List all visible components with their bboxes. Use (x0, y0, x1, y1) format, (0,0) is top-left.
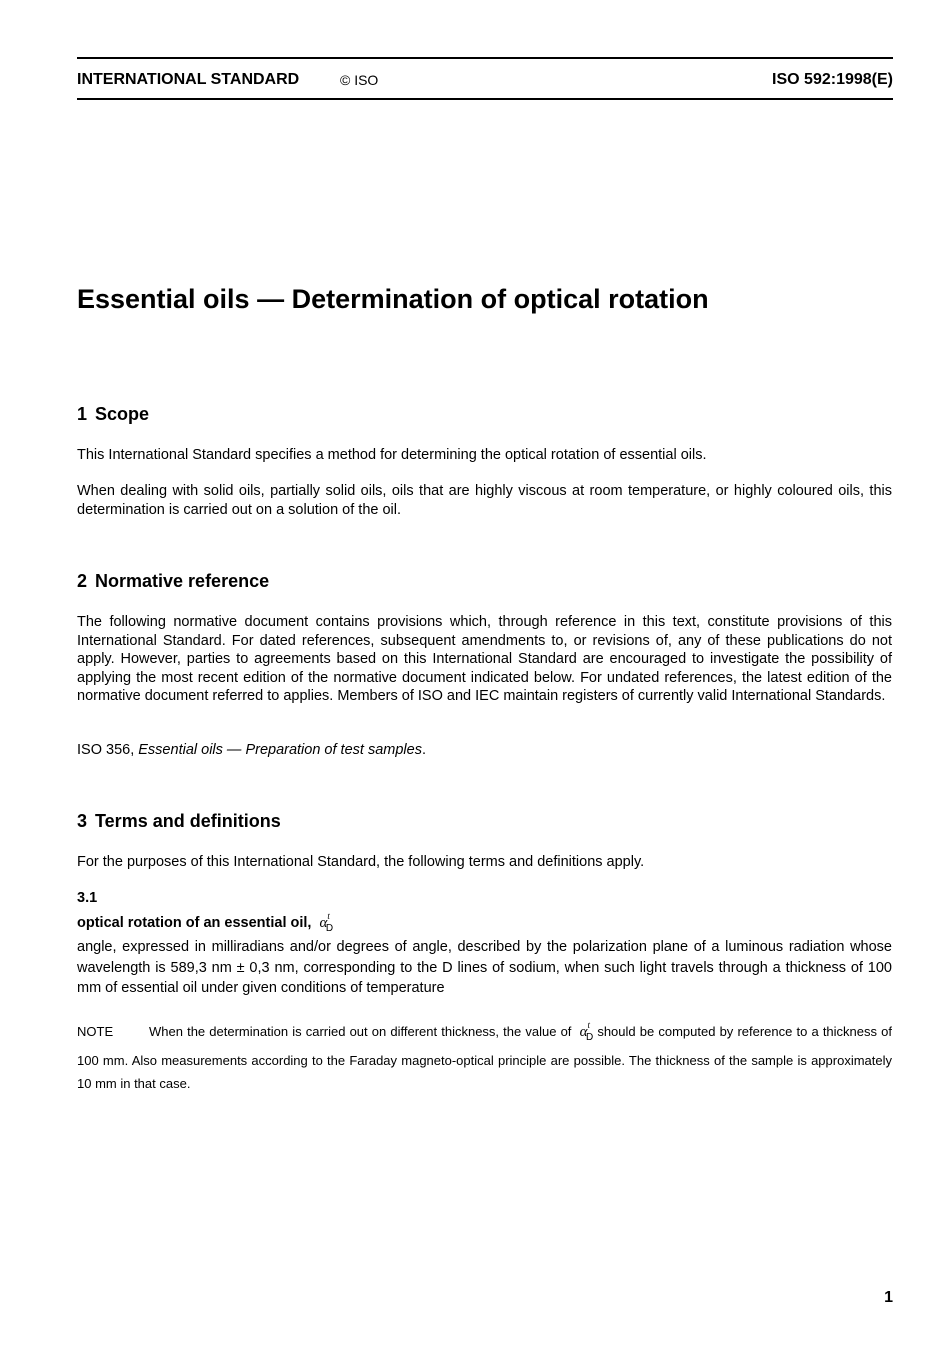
note-text-before: When the determination is carried out on different thickness, the value of (149, 1024, 572, 1039)
section-number: 2 (77, 571, 88, 591)
symbol-subscript: D (325, 923, 334, 934)
reference-title: Essential oils — Preparation of test samples (138, 742, 422, 758)
header-top-rule (77, 57, 893, 59)
scope-paragraph-2: When dealing with solid oils, partially solid oils, oils that are highly viscous at room temperature, or highly coloured oils, this determination is carried out on a solution of the oil. (77, 483, 892, 518)
reference-code: ISO 356, (77, 742, 135, 758)
symbol-superscript: t (327, 911, 330, 921)
term-number: 3.1 (77, 890, 98, 906)
term-label: optical rotation of an essential oil, (77, 915, 312, 931)
section-title: Scope (95, 404, 150, 424)
section-number: 3 (77, 811, 88, 831)
copyright-notice: © ISO (340, 72, 379, 88)
section-number: 1 (77, 404, 88, 424)
running-header (77, 71, 893, 91)
normative-reference-entry (77, 741, 892, 760)
note-label: NOTE (77, 1024, 114, 1039)
term-definition: angle, expressed in milliradians and/or degrees of angle, described by the polarization plane of a luminous radiation whose wavelength is 589,3 nm ± 0,3 nm, corresponding to the D lines of sodium, when such light travels through a thickness of 100 mm of essential oil under given conditions of temperature (77, 939, 892, 996)
section-heading-terms-definitions (77, 811, 281, 832)
section-title: Terms and definitions (95, 811, 281, 831)
section-heading-normative-reference (77, 571, 269, 592)
document-page (77, 0, 893, 1345)
note-text-after: should be computed by reference to a thickness of 100 mm. Also measurements according to the Faraday magneto-optical principle are possible. The thickness of the sample is approximately 10 mm in that case. (77, 1024, 892, 1091)
symbol-base: α (319, 915, 328, 931)
term-entry (77, 913, 333, 934)
terms-intro: For the purposes of this International Standard, the following terms and definitions apply. (77, 854, 645, 870)
symbol-subscript: D (585, 1032, 594, 1043)
standard-label: INTERNATIONAL STANDARD (77, 71, 300, 88)
symbol-superscript: t (587, 1020, 590, 1030)
alpha-symbol (579, 1020, 594, 1043)
section-title: Normative reference (95, 571, 270, 591)
scope-paragraph-1: This International Standard specifies a method for determining the optical rotation of essential oils. (77, 447, 707, 463)
document-title: Essential oils — Determination of optical rotation (77, 284, 709, 314)
symbol-base: α (579, 1024, 588, 1040)
document-id: ISO 592:1998(E) (772, 71, 893, 88)
reference-end: . (421, 742, 426, 758)
section-heading-scope (77, 404, 149, 425)
normative-paragraph: The following normative document contains provisions which, through reference in this text, constitute provisions of this International Standard. For dated references, subsequent amendments to, or revisions of, any of these publications do not apply. However, parties to agreements based on this International Standard are encouraged to investigate the possibility of applying the most recent edition of the normative document indicated below. For undated references, the latest edition of the normative document referred to applies. Members of ISO and IEC maintain registers of currently valid International Standards. (77, 614, 892, 704)
header-bottom-rule (77, 98, 893, 100)
alpha-symbol (319, 911, 334, 934)
page-number: 1 (884, 1289, 893, 1306)
note-paragraph (77, 1016, 892, 1095)
